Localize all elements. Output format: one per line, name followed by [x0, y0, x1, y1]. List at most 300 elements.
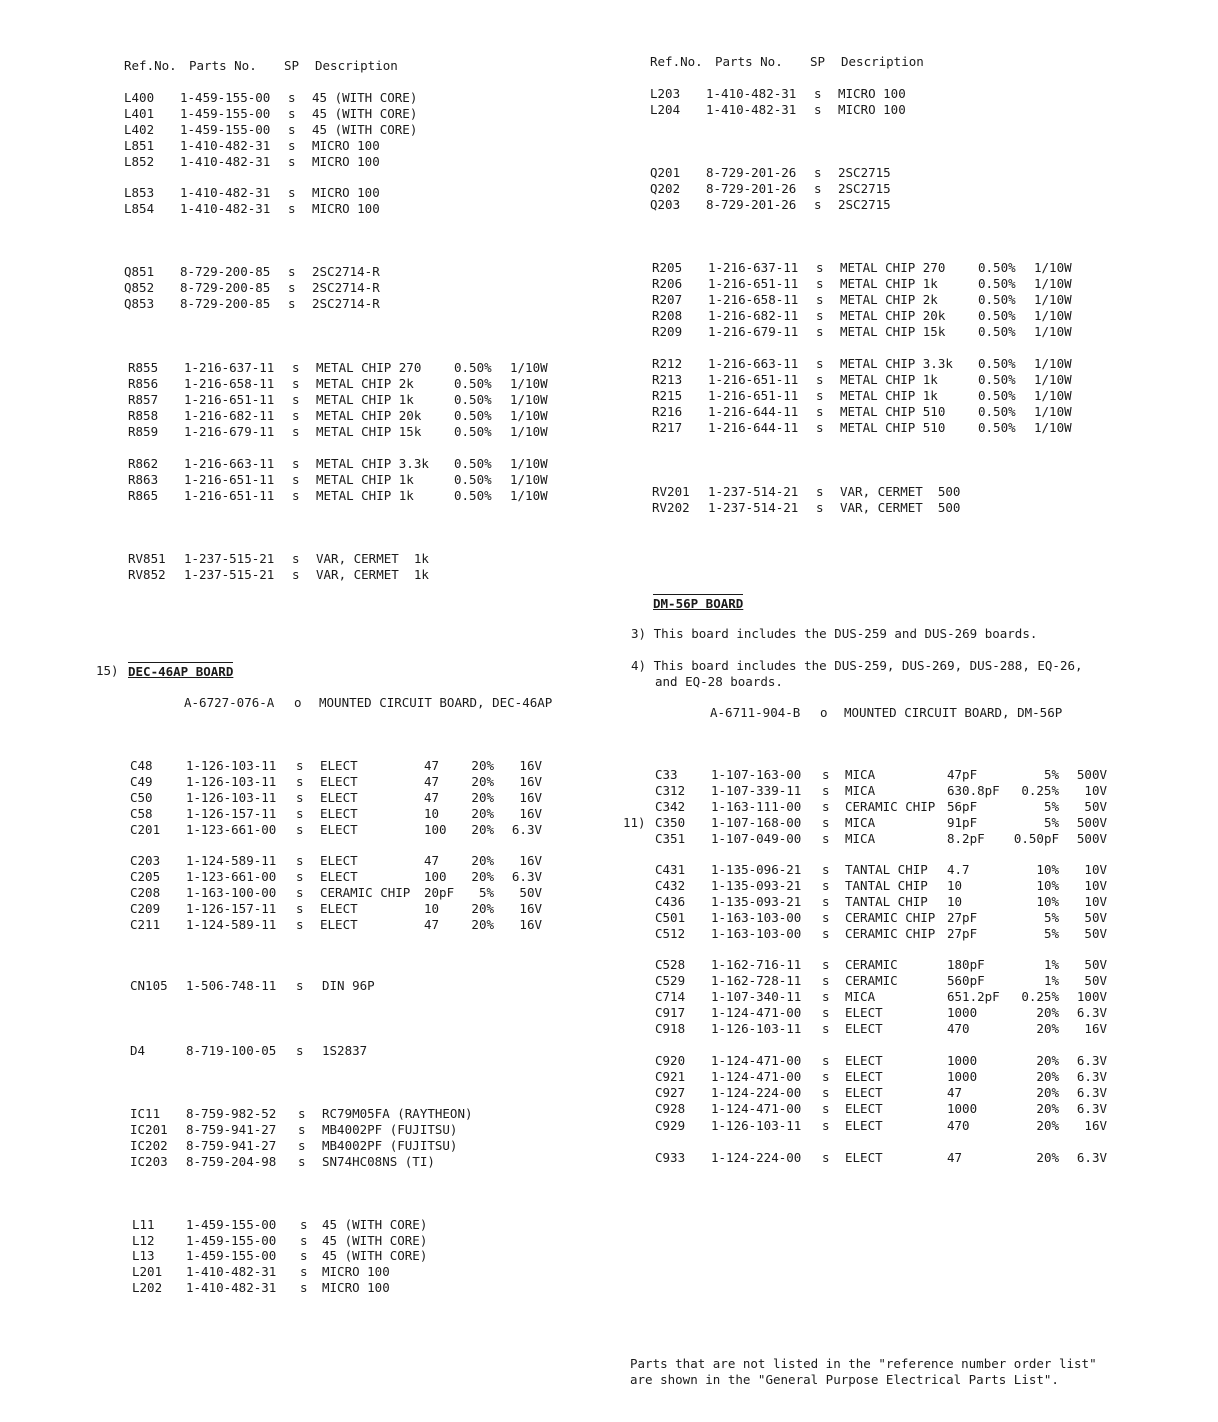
cell-tol: 0.50% [454, 472, 492, 487]
cell-desc: METAL CHIP 1k [316, 392, 414, 407]
cell-sp: s [822, 1150, 830, 1165]
cell-ref: RV201 [652, 484, 690, 499]
part-row [655, 1101, 1218, 1117]
cell-sp: s [816, 356, 824, 371]
cell-part: 1-126-103-11 [711, 1118, 802, 1133]
part-row [128, 376, 728, 392]
cell-volt: 6.3V [1076, 1150, 1107, 1165]
part-row [655, 1085, 1218, 1101]
cell-val: 1000 [947, 1069, 978, 1084]
cell-ref: L13 [132, 1248, 155, 1263]
cell-sp: s [822, 799, 830, 814]
cell-val: 47pF [947, 767, 978, 782]
cell-part: 1-410-482-31 [186, 1280, 277, 1295]
cell-desc: MICA [845, 831, 876, 846]
cell-part: 1-124-471-00 [711, 1053, 802, 1068]
dm-board-note-4-line-1: 4) This board includes the DUS-259, DUS-269, DUS-288, EQ-26, [631, 658, 1083, 673]
cell-desc: MICA [845, 767, 876, 782]
cell-ref: C927 [655, 1085, 686, 1100]
cell-part: 8-729-201-26 [706, 181, 797, 196]
cell-part: 1-107-049-00 [711, 831, 802, 846]
cell-part: 1-410-482-31 [706, 102, 797, 117]
cell-ref: Q853 [124, 296, 155, 311]
cell-part: 1-410-482-31 [180, 154, 271, 169]
cell-rating: 1/10W [1034, 388, 1072, 403]
cell-rating: 1/10W [1034, 276, 1072, 291]
cell-val: 47 [947, 1150, 963, 1165]
cell-sp: s [288, 90, 296, 105]
cell-part: 1-124-224-00 [711, 1085, 802, 1100]
cell-desc: CERAMIC CHIP [845, 910, 936, 925]
cell-desc: RC79M05FA (RAYTHEON) [322, 1106, 473, 1121]
cell-desc: VAR, CERMET 1k [316, 567, 429, 582]
cell-part: A-6711-904-B [710, 705, 801, 720]
cell-val: 4.7 [947, 862, 970, 877]
cell-ref: C512 [655, 926, 686, 941]
cell-tol: 20% [1036, 1021, 1059, 1036]
cell-val: 651.2pF [947, 989, 1000, 1004]
cell-sp: s [816, 388, 824, 403]
part-row [128, 360, 728, 376]
cell-part: 8-759-204-98 [186, 1154, 277, 1169]
cell-tol: 0.50% [978, 404, 1016, 419]
part-row [124, 264, 724, 280]
cell-part: 1-162-728-11 [711, 973, 802, 988]
cell-desc: 45 (WITH CORE) [312, 90, 418, 105]
cell-volt: 16V [519, 917, 542, 932]
cell-sp: s [822, 1069, 830, 1084]
cell-volt: 16V [519, 774, 542, 789]
cell-ref: L851 [124, 138, 155, 153]
cell-tol: 20% [471, 774, 494, 789]
cell-tol: 0.50% [978, 388, 1016, 403]
cell-sp: s [822, 1101, 830, 1116]
cell-volt: 6.3V [1076, 1085, 1107, 1100]
cell-tol: 10% [1036, 878, 1059, 893]
part-row [655, 1069, 1218, 1085]
cell-val: 27pF [947, 926, 978, 941]
cell-ref: C351 [655, 831, 686, 846]
cell-part: 8-729-201-26 [706, 165, 797, 180]
cell-part: 1-216-679-11 [184, 424, 275, 439]
part-row [124, 138, 724, 154]
cell-part: 1-216-637-11 [708, 260, 799, 275]
cell-part: 1-123-661-00 [186, 822, 277, 837]
cell-desc: METAL CHIP 15k [840, 324, 946, 339]
cell-volt: 6.3V [1076, 1053, 1107, 1068]
cell-val: 10 [424, 901, 440, 916]
cell-sp: s [288, 154, 296, 169]
cell-tol: 5% [1043, 815, 1059, 830]
cell-part: 1-124-589-11 [186, 917, 277, 932]
part-row [124, 296, 724, 312]
header-parts-no: Parts No. [189, 58, 257, 73]
cell-val: 47 [424, 790, 440, 805]
part-row [655, 1005, 1218, 1021]
cell-sp: s [816, 292, 824, 307]
cell-desc: TANTAL CHIP [845, 878, 928, 893]
cell-desc: ELECT [845, 1069, 883, 1084]
part-row [655, 862, 1218, 878]
cell-val: 47 [947, 1085, 963, 1100]
cell-part: 1-126-103-11 [711, 1021, 802, 1036]
cell-volt: 10V [1084, 783, 1107, 798]
part-row [128, 392, 728, 408]
cell-tol: 0.50% [978, 276, 1016, 291]
cell-sp: s [296, 917, 304, 932]
cell-tol: 20% [1036, 1005, 1059, 1020]
cell-part: 1-459-155-00 [180, 122, 271, 137]
part-row [652, 276, 1218, 292]
cell-volt: 50V [1084, 973, 1107, 988]
cell-val: 56pF [947, 799, 978, 814]
part-row [652, 324, 1218, 340]
cell-part: 1-216-663-11 [184, 456, 275, 471]
cell-sp: s [296, 869, 304, 884]
cell-sp: s [822, 878, 830, 893]
cell-ref: L202 [132, 1280, 163, 1295]
header-ref-no: Ref.No. [124, 58, 177, 73]
cell-volt: 16V [1084, 1118, 1107, 1133]
cell-volt: 10V [1084, 894, 1107, 909]
cell-ref: L203 [650, 86, 681, 101]
dm-board-note-3: 3) This board includes the DUS-259 and DUS-269 boards. [631, 626, 1038, 641]
cell-rating: 1/10W [510, 408, 548, 423]
cell-part: 1-107-168-00 [711, 815, 802, 830]
cell-val: 180pF [947, 957, 985, 972]
part-row [650, 197, 1218, 213]
cell-sp: s [292, 424, 300, 439]
part-row [124, 122, 724, 138]
cell-desc: CERAMIC [845, 973, 898, 988]
part-row [128, 488, 728, 504]
cell-part: 1-216-651-11 [184, 392, 275, 407]
cell-desc: MICRO 100 [322, 1264, 390, 1279]
cell-sp: s [298, 1122, 306, 1137]
cell-rating: 1/10W [1034, 308, 1072, 323]
cell-ref: L401 [124, 106, 155, 121]
cell-desc: ELECT [320, 806, 358, 821]
cell-desc: MICRO 100 [838, 86, 906, 101]
cell-sp: s [300, 1280, 308, 1295]
part-row [652, 356, 1218, 372]
cell-sp: s [296, 806, 304, 821]
cell-sp: s [292, 376, 300, 391]
cell-sp: s [822, 831, 830, 846]
cell-tol: 20% [471, 917, 494, 932]
cell-rating: 1/10W [510, 424, 548, 439]
cell-ref: C205 [130, 869, 161, 884]
cell-tol: 1% [1043, 973, 1059, 988]
cell-ref: C58 [130, 806, 153, 821]
header-description: Description [841, 54, 924, 69]
cell-tol: 5% [1043, 910, 1059, 925]
cell-part: 8-729-201-26 [706, 197, 797, 212]
cell-desc: METAL CHIP 20k [316, 408, 422, 423]
part-row [650, 86, 1218, 102]
cell-tol: 1% [1043, 957, 1059, 972]
part-row [132, 1248, 732, 1264]
cell-sp: s [822, 783, 830, 798]
cell-ref: Q203 [650, 197, 681, 212]
cell-desc: ELECT [320, 758, 358, 773]
cell-part: 1-459-155-00 [186, 1217, 277, 1232]
cell-ref: R217 [652, 420, 683, 435]
cell-ref: C48 [130, 758, 153, 773]
cell-volt: 16V [519, 790, 542, 805]
cell-desc: 1S2837 [322, 1043, 368, 1058]
cell-mark: 11) [623, 815, 646, 830]
cell-sp: s [822, 973, 830, 988]
cell-sp: s [296, 901, 304, 916]
cell-ref: C312 [655, 783, 686, 798]
cell-volt: 6.3V [511, 822, 542, 837]
cell-sp: s [288, 138, 296, 153]
cell-part: 8-729-200-85 [180, 264, 271, 279]
cell-desc: 45 (WITH CORE) [322, 1233, 428, 1248]
part-row [655, 894, 1218, 910]
part-row [132, 1280, 732, 1296]
cell-desc: 2SC2714-R [312, 264, 380, 279]
cell-ref: Q852 [124, 280, 155, 295]
cell-desc: METAL CHIP 510 [840, 420, 946, 435]
cell-sp: s [822, 957, 830, 972]
cell-sp: s [298, 1138, 306, 1153]
cell-ref: R855 [128, 360, 159, 375]
cell-desc: ELECT [845, 1085, 883, 1100]
part-row [124, 106, 724, 122]
part-row [130, 978, 730, 994]
header-sp: SP [810, 54, 826, 69]
cell-part: 1-135-093-21 [711, 878, 802, 893]
cell-sp: s [816, 484, 824, 499]
cell-val: 20pF [424, 885, 455, 900]
cell-desc: 45 (WITH CORE) [312, 106, 418, 121]
cell-sp: s [822, 894, 830, 909]
cell-sp: s [300, 1248, 308, 1263]
part-row [130, 1154, 730, 1170]
cell-ref: R859 [128, 424, 159, 439]
part-row [652, 420, 1218, 436]
cell-part: A-6727-076-A [184, 695, 275, 710]
cell-part: 1-126-103-11 [186, 758, 277, 773]
header-sp: SP [284, 58, 300, 73]
cell-desc: SN74HC08NS (TI) [322, 1154, 435, 1169]
cell-part: 1-216-682-11 [708, 308, 799, 323]
cell-tol: 20% [1036, 1150, 1059, 1165]
part-row [128, 424, 728, 440]
cell-sp: s [814, 181, 822, 196]
cell-desc: CERAMIC [845, 957, 898, 972]
cell-part: 8-759-941-27 [186, 1138, 277, 1153]
part-row [124, 185, 724, 201]
cell-ref: C918 [655, 1021, 686, 1036]
cell-part: 1-216-637-11 [184, 360, 275, 375]
header-description: Description [315, 58, 398, 73]
cell-sp: s [816, 324, 824, 339]
cell-desc: ELECT [320, 774, 358, 789]
cell-rating: 1/10W [1034, 404, 1072, 419]
part-row [130, 1138, 730, 1154]
cell-sp: s [822, 910, 830, 925]
cell-tol: 0.50pF [1013, 831, 1059, 846]
cell-val: 10 [947, 878, 963, 893]
cell-part: 8-759-941-27 [186, 1122, 277, 1137]
cell-desc: MB4002PF (FUJITSU) [322, 1138, 458, 1153]
cell-ref: C920 [655, 1053, 686, 1068]
cell-desc: METAL CHIP 3.3k [316, 456, 429, 471]
part-row [124, 201, 724, 217]
cell-sp: s [816, 260, 824, 275]
part-row [132, 1233, 732, 1249]
cell-part: 1-124-471-00 [711, 1005, 802, 1020]
part-row [655, 831, 1218, 847]
cell-desc: MICRO 100 [312, 185, 380, 200]
cell-part: 1-459-155-00 [180, 106, 271, 121]
part-row [130, 901, 730, 917]
cell-part: 1-459-155-00 [186, 1248, 277, 1263]
part-row [623, 815, 1218, 831]
part-row [128, 472, 728, 488]
cell-ref: C208 [130, 885, 161, 900]
cell-part: 1-237-514-21 [708, 484, 799, 499]
cell-tol: 0.25% [1021, 989, 1059, 1004]
part-row [128, 551, 728, 567]
cell-desc: METAL CHIP 1k [840, 372, 938, 387]
part-row [132, 1217, 732, 1233]
cell-sp: s [296, 758, 304, 773]
cell-desc: 2SC2715 [838, 197, 891, 212]
cell-sp: s [822, 1005, 830, 1020]
cell-ref: R863 [128, 472, 159, 487]
cell-desc: VAR, CERMET 500 [840, 500, 961, 515]
mounted-board-row [128, 695, 728, 711]
cell-tol: 0.50% [978, 292, 1016, 307]
cell-tol: 20% [471, 758, 494, 773]
cell-ref: R865 [128, 488, 159, 503]
cell-part: 1-216-658-11 [708, 292, 799, 307]
cell-desc: METAL CHIP 270 [840, 260, 946, 275]
part-row [650, 181, 1218, 197]
cell-ref: C50 [130, 790, 153, 805]
cell-val: 470 [947, 1118, 970, 1133]
cell-ref: C350 [655, 815, 686, 830]
cell-part: 1-410-482-31 [706, 86, 797, 101]
cell-val: 10 [424, 806, 440, 821]
mounted-board-row [654, 705, 1218, 721]
cell-desc: ELECT [845, 1118, 883, 1133]
cell-tol: 0.50% [454, 392, 492, 407]
cell-rating: 1/10W [1034, 356, 1072, 371]
cell-desc: 2SC2715 [838, 181, 891, 196]
cell-sp: s [822, 1118, 830, 1133]
cell-part: 1-410-482-31 [180, 138, 271, 153]
cell-volt: 500V [1076, 831, 1107, 846]
cell-sp: s [292, 551, 300, 566]
cell-ref: C528 [655, 957, 686, 972]
cell-ref: R213 [652, 372, 683, 387]
cell-val: 1000 [947, 1053, 978, 1068]
cell-sp: s [288, 296, 296, 311]
cell-part: 8-729-200-85 [180, 280, 271, 295]
part-row [652, 260, 1218, 276]
cell-part: 1-216-644-11 [708, 404, 799, 419]
cell-tol: 0.50% [978, 372, 1016, 387]
cell-ref: C431 [655, 862, 686, 877]
cell-volt: 16V [1084, 1021, 1107, 1036]
cell-desc: CERAMIC CHIP [320, 885, 411, 900]
cell-ref: L12 [132, 1233, 155, 1248]
cell-part: 1-216-679-11 [708, 324, 799, 339]
cell-desc: MICA [845, 989, 876, 1004]
cell-ref: L852 [124, 154, 155, 169]
cell-part: 1-216-651-11 [184, 472, 275, 487]
cell-ref: C933 [655, 1150, 686, 1165]
cell-tol: 0.50% [454, 376, 492, 391]
cell-tol: 0.50% [978, 356, 1016, 371]
cell-val: 91pF [947, 815, 978, 830]
cell-sp: s [296, 853, 304, 868]
cell-tol: 20% [471, 822, 494, 837]
cell-tol: 20% [1036, 1118, 1059, 1133]
cell-part: 1-126-103-11 [186, 790, 277, 805]
dm-board-title: DM-56P BOARD [653, 596, 744, 611]
cell-desc: 2SC2715 [838, 165, 891, 180]
cell-tol: 10% [1036, 894, 1059, 909]
cell-ref: C209 [130, 901, 161, 916]
cell-sp: s [822, 1085, 830, 1100]
part-row [650, 165, 1218, 181]
cell-val: 100 [424, 822, 447, 837]
cell-val: 1000 [947, 1005, 978, 1020]
cell-volt: 6.3V [1076, 1069, 1107, 1084]
cell-rating: 1/10W [510, 392, 548, 407]
part-row [652, 484, 1218, 500]
cell-ref: C342 [655, 799, 686, 814]
cell-sp: s [816, 276, 824, 291]
cell-desc: VAR, CERMET 500 [840, 484, 961, 499]
cell-sp: s [814, 197, 822, 212]
cell-rating: 1/10W [510, 360, 548, 375]
cell-part: 1-124-471-00 [711, 1101, 802, 1116]
cell-ref: Q201 [650, 165, 681, 180]
cell-ref: C436 [655, 894, 686, 909]
cell-sp: s [288, 122, 296, 137]
cell-sp: s [292, 392, 300, 407]
cell-sp: s [296, 978, 304, 993]
cell-ref: L402 [124, 122, 155, 137]
cell-sp: s [816, 420, 824, 435]
cell-volt: 6.3V [1076, 1101, 1107, 1116]
cell-part: 1-124-224-00 [711, 1150, 802, 1165]
part-row [130, 917, 730, 933]
header-ref-no: Ref.No. [650, 54, 703, 69]
cell-sp: o [820, 705, 828, 720]
part-row [652, 372, 1218, 388]
cell-sp: s [296, 790, 304, 805]
cell-part: 1-459-155-00 [186, 1233, 277, 1248]
part-row [130, 1043, 730, 1059]
cell-volt: 16V [519, 758, 542, 773]
cell-part: 1-126-157-11 [186, 806, 277, 821]
cell-sp: s [816, 404, 824, 419]
cell-ref: C432 [655, 878, 686, 893]
cell-part: 1-410-482-31 [180, 201, 271, 216]
cell-part: 8-729-200-85 [180, 296, 271, 311]
part-row [655, 926, 1218, 942]
cell-val: 1000 [947, 1101, 978, 1116]
cell-volt: 6.3V [511, 869, 542, 884]
